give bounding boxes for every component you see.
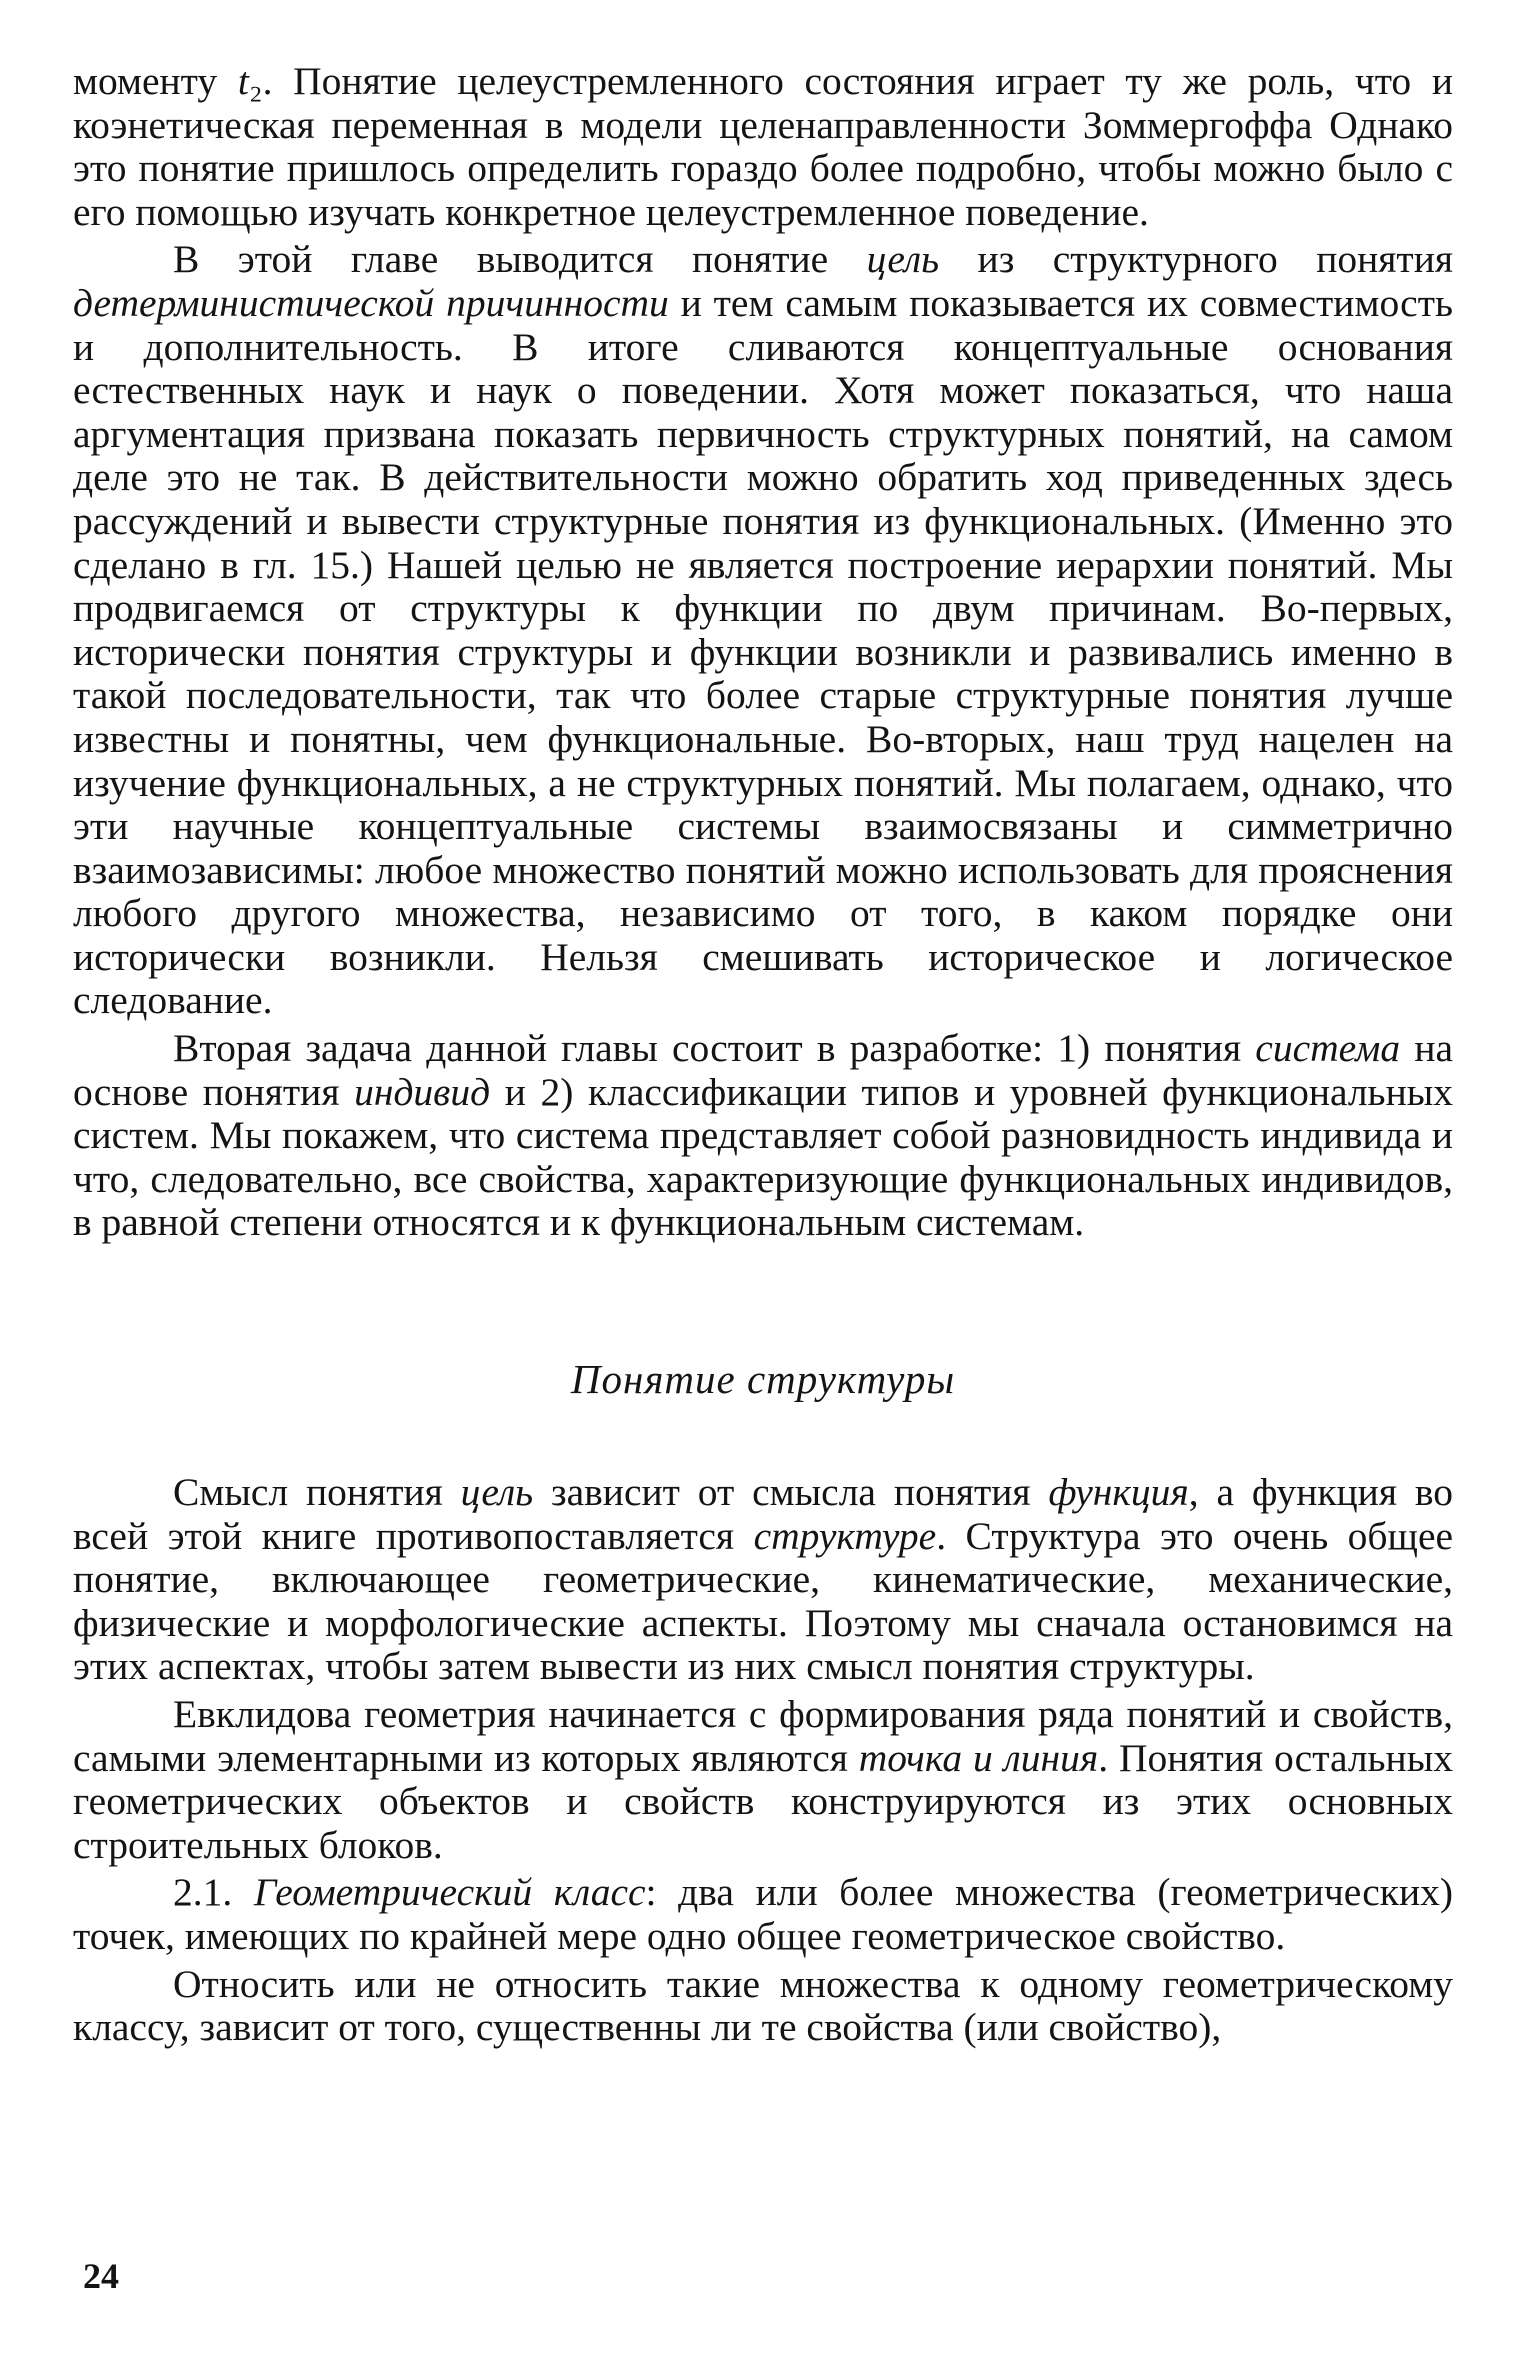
paragraph-p1 [73,60,1453,234]
italic-term: система [1255,1026,1401,1071]
page-body [73,60,1453,2050]
italic-term: Геометрический класс [253,1870,646,1915]
italic-term: цель [460,1470,534,1515]
paragraph-p3 [73,1027,1453,1245]
text-run: Смысл понятия [173,1470,461,1515]
italic-term: точка и линия [858,1735,1099,1780]
text-run: из структурного понятия [939,237,1454,282]
italic-term: индивид [354,1069,491,1114]
text-run: . Структура это очень общее понятие, включающее геометрические, кинематические, механические, физические и морфологические аспекты. Поэтому мы сначала остановимся на этих аспектах, чтобы затем вывести из них смысл понятия структуры. [73,1513,1454,1689]
text-run: Относить или не относить такие множества к одному геометрическому классу, зависит от того, существенны ли те свойства (или свойство), [73,1961,1453,2050]
text-run: на основе понятия [73,1026,1453,1114]
section-heading: Понятие структуры [570,1356,956,1403]
text-run: и тем самым показывается их совместимость и дополнительность. В итоге сливаются концептуальные основания естественных наук и наук о поведении. Хотя может показаться, что наша аргументация призвана показать первичность структурных понятий, на самом деле это не так. В действительности можно обратить ход приведенных здесь рассуждений и вывести структурные понятия из функциональных. (Именно это сделано в гл. 15.) Нашей целью не является построение иерархии понятий. Мы продвигаемся от структуры к функции по двум причинам. Во-первых, исторически понятия структуры и функции возникли и развивались именно в такой последовательности, так что более старые структурные понятия лучше известны и понятны, чем функциональные. Во-вторых, наш труд нацелен на изучение функциональных, а не структурных понятий. Мы полагаем, однако, что эти научные концептуальные системы взаимосвязаны и симметрично взаимозависимы: любое множество понятий можно использовать для прояснения любого другого множества, независимо от того, в каком порядке они исторически возникли. Нельзя смешивать историческое и логическое следование. [73,280,1453,1023]
text-run: . Понятия остальных геометрических объектов и свойств конструируются из этих основных строительных блоков. [73,1735,1453,1867]
text-run: Вторая задача данной главы состоит в разработке: 1) понятия [173,1026,1256,1071]
paragraph-p2 [73,238,1453,1023]
text-run: , а функция во всей этой книге противопоставляется [73,1470,1453,1558]
text-run: 2.1. [173,1870,254,1915]
text-run: : два или более множества (геометрических) точек, имеющих по крайней мере одно общее геометрическое свойство. [73,1870,1454,1958]
italic-term: t [237,59,249,103]
text-run: Евклидова геометрия начинается с формирования ряда понятий и свойств, самыми элементарными из которых являются [73,1692,1453,1780]
text-run: В этой главе выводится понятие [173,237,867,282]
paragraph-p5 [73,1693,1453,1867]
text-run: моменту [73,59,238,103]
text-run: . Понятие целеустремленного состояния играет ту же роль, что и коэнетическая переменная в модели целенаправленности Зоммергоффа Однако это понятие пришлось определить гораздо более подробно, чтобы можно было с его помощью изучать конкретное целеустремленное поведение. [73,59,1453,234]
text-run: зависит от смысла понятия [533,1470,1049,1515]
italic-term: функция [1048,1470,1189,1515]
text-run: и 2) классификации типов и уровней функциональных систем. Мы покажем, что система представляет собой разновидность индивида и что, следовательно, все свойства, характеризующие функциональных индивидов, в равной степени относятся и к функциональным системам. [73,1069,1453,1245]
text-block-before-heading [73,60,1453,1245]
paragraph-p4 [73,1471,1453,1689]
italic-term: детерминистической причинности [73,280,669,325]
italic-term: цель [866,237,940,282]
paragraph-p6 [73,1871,1453,1958]
text-block-after-heading [73,1471,1453,2050]
page-number: 24 [83,2256,119,2296]
italic-term: структуре [753,1513,937,1558]
paragraph-p7 [73,1963,1453,2050]
text-run: ₂ [248,59,263,103]
